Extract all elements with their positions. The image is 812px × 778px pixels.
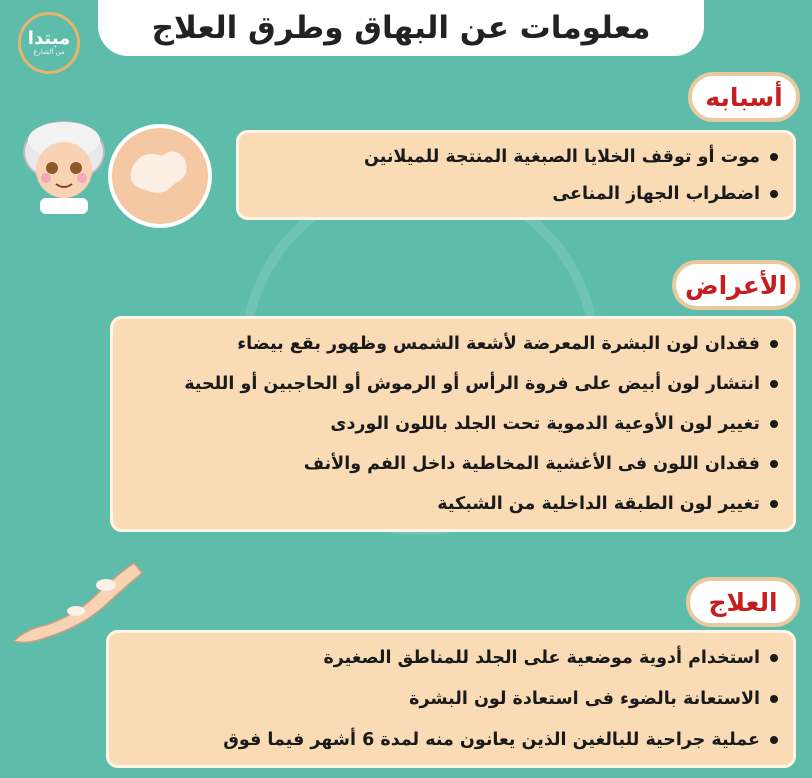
logo-subtitle: من الشارع [33, 48, 65, 56]
list-item-text: الاستعانة بالضوء فى استعادة لون البشرة [409, 688, 760, 709]
bullet-icon [770, 380, 778, 388]
list-item-text: فقدان اللون فى الأغشية المخاطية داخل الفم والأنف [303, 454, 760, 474]
heading-causes [688, 72, 800, 122]
list-item [118, 648, 778, 668]
list-item [248, 147, 778, 167]
list-item [122, 374, 778, 394]
bullet-icon [770, 695, 778, 703]
title-bar [98, 0, 704, 56]
list-item [118, 689, 778, 709]
panel-causes [236, 130, 796, 220]
list-item-text: فقدان لون البشرة المعرضة لأشعة الشمس وظهور بقع بيضاء [237, 334, 760, 354]
child-illustration-icon [12, 112, 116, 216]
list-item-text: تغيير لون الأوعية الدموية تحت الجلد باللون الوردى [330, 414, 760, 434]
bullet-icon [770, 736, 778, 744]
heading-treatment [686, 577, 800, 627]
bullet-icon [770, 500, 778, 508]
heading-symptoms [672, 260, 800, 310]
logo [18, 12, 80, 74]
list-item [122, 454, 778, 474]
heading-treatment-text: العلاج [708, 587, 778, 617]
bullet-icon [770, 340, 778, 348]
bullet-icon [770, 153, 778, 161]
list-item-text: تغيير لون الطبقة الداخلية من الشبكية [437, 494, 760, 514]
list-item [122, 334, 778, 354]
panel-treatment [106, 630, 796, 768]
list-item [122, 494, 778, 514]
heading-symptoms-text: الأعراض [684, 270, 787, 300]
list-item-text: انتشار لون أبيض على فروة الرأس أو الرموش أو الحاجبين أو اللحية [184, 374, 760, 394]
bullet-icon [770, 190, 778, 198]
logo-text: مبتدا [27, 28, 71, 49]
list-item [118, 730, 778, 750]
bullet-icon [770, 460, 778, 468]
heading-causes-text: أسبابه [705, 82, 783, 112]
list-item [122, 414, 778, 434]
bullet-icon [770, 654, 778, 662]
panel-symptoms [110, 316, 796, 532]
list-item-text: اضطراب الجهاز المناعى [552, 183, 760, 204]
skin-patch-icon [108, 124, 212, 228]
list-item-text: استخدام أدوية موضعية على الجلد للمناطق الصغيرة [323, 648, 760, 669]
list-item [248, 184, 778, 204]
bullet-icon [770, 420, 778, 428]
page-title: معلومات عن البهاق وطرق العلاج [151, 10, 651, 46]
list-item-text: موت أو توقف الخلايا الصبغية المنتجة للميلانين [363, 146, 760, 167]
list-item-text: عملية جراحية للبالغين الذين يعانون منه لمدة 6 أشهر فيما فوق [223, 729, 760, 750]
